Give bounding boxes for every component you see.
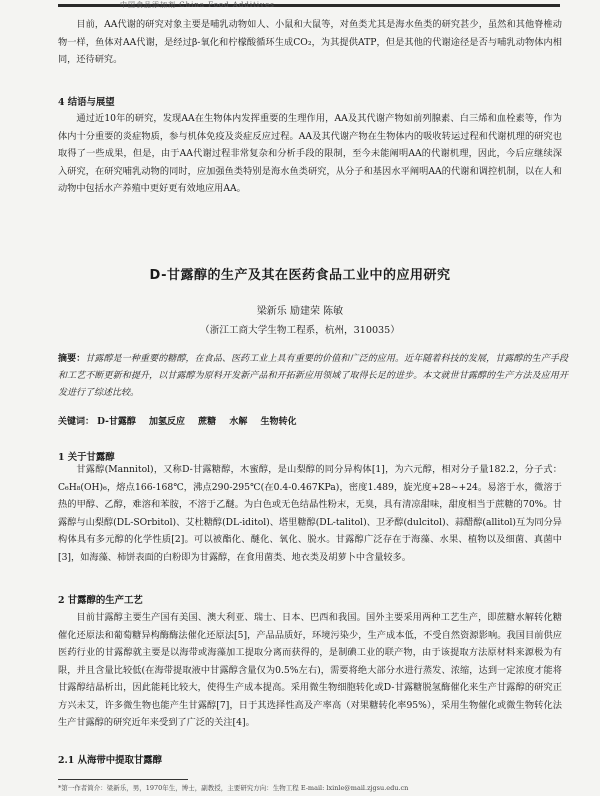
- section-2-text: 目前甘露醇主要生产国有美国、澳大利亚、瑞士、日本、巴西和我国。国外主要采用两种工艺生产，即蔗糖水解转化糖催化还原法和葡萄糖异构酶酶法催化还原法[5]，产品品质好，环境污染少，生产成本低，不受自然资源影响。我国目前供应医药行业的甘露醇就主要是以海带或海藻加工提取分离而获得的，是制碘工业的联产物，由于该提取方法原材料来源极为有限，并且含量比较低(在海带提取液中甘露醇含量仅为0.5%左右)，需要将绝大部分水进行蒸发、浓缩，达到一定浓度才能将甘露醇结晶析出，因此能耗比较大，使得生产成本提高。采用微生物细胞转化或D-甘露糖脱氢酶催化来生产甘露醇的研究正方兴未艾，许多微生物也能产生甘露醇[7]，日于其选择性高及产率高（对果糖转化率95%），采用生物催化或微生物转化法生产甘露醇的研究近年来受到了广泛的关注[4]。: [58, 612, 562, 728]
- abstract: [58, 351, 568, 402]
- keyword: 水解: [229, 417, 248, 427]
- keyword: 蔗糖: [198, 417, 217, 427]
- running-header: 中国食品添加剂 China Food Additives: [120, 1, 275, 9]
- article-authors: 梁新乐 励建荣 陈敏: [256, 306, 344, 317]
- section-4-heading: 4 结语与展望: [58, 97, 115, 108]
- section-1-text: 甘露醇(Mannitol)，又称D-甘露糖醇，木蜜醇，是山梨醇的同分异构体[1]，为六元醇，相对分子量182.2，分子式：C₆H₈(OH)₆，熔点166-168℃，沸点290-295℃(在0.4-0.467KPa)，密度1.489，旋光度+28~+24。易溶于水，微溶于热的甲醇、乙醇，难溶和苯胺，不溶于乙醚。为白色或无色结晶性粉末，无臭，具有清凉甜味，甜度相当于蔗糖的70%。甘露醇与山梨醇(DL-SOrbitol)、艾杜糖醇(DL-iditol)、塔里糖醇(DL-talitol)、卫矛醇(dulcitol)、蒜醋醇(allitol)互为同分异构体具有多元醇的化学性质[2]。可以被酯化、醚化、氧化、脱水。甘露醇广泛存在于海藻、水果、植物以及细菌、真菌中[3]，如海藻、柿饼表面的白粉即为甘露醇，在食用菌类、地衣类及胡萝卜中含量较多。: [58, 464, 562, 563]
- section-1-heading: 1 关于甘露醇: [58, 452, 115, 463]
- keyword: 加氢反应: [149, 417, 186, 427]
- keyword: D-甘露醇: [97, 417, 136, 427]
- intro-paragraph: 目前，AA代谢的研究对象主要是哺乳动物如人、小鼠和大鼠等，对鱼类尤其是海水鱼类的研究甚少，虽然和其他脊椎动物一样，鱼体对AA代谢，是经过β-氧化和柠檬酸循环生成CO₂，为其提供ATP，但是其他的代谢途径是否与哺乳动物体内相同，还待研究。: [58, 19, 562, 65]
- keywords-line: [58, 414, 307, 427]
- keywords-label: 关键词：: [58, 417, 95, 427]
- abstract-text: 甘露醇是一种重要的糖醇，在食品、医药工业上具有重要的价值和广泛的应用。近年随着科技的发展，甘露醇的生产手段和工艺不断更新和提升，以甘露醇为原料开发新产品和开拓新应用领域了取得长足的进步。本文就世甘露醇的生产方法及应用开发进行了综述比较。: [58, 354, 568, 398]
- abstract-label: 摘要：: [58, 354, 86, 364]
- footnote: *第一作者简介：梁新乐，男，1970年生，博士，副教授，主要研究方向：生物工程 E-mail: lxinle@mail.zjgsu.edu.cn: [58, 784, 409, 792]
- section-2-1-heading: 2.1 从海带中提取甘露醇: [58, 755, 162, 766]
- section-4-text: 通过近10年的研究，发现AA在生物体内发挥重要的生理作用，AA及其代谢产物如前列腺素、白三烯和血栓素等，作为体内十分重要的炎症物质，参与机体免疫及炎症反应过程。AA及其代谢产物在生物体内的吸收转运过程和代谢机理的研究也取得了一些成果，但是，由于AA代谢过程非常复杂和分析手段的限制，至今未能阐明AA的代谢机理，因此，今后应继续深入研究，在研究哺乳动物的同时，应加强鱼类特别是海水鱼类研究，从分子和基因水平阐明AA的代谢和调控机制，以在人和动物中包括水产养殖中更好更有效地应用AA。: [58, 113, 562, 194]
- keyword: 生物转化: [260, 417, 297, 427]
- section-2-heading: 2 甘露醇的生产工艺: [58, 595, 143, 606]
- footnote-rule: [58, 779, 188, 780]
- article-title: D-甘露醇的生产及其在医药食品工业中的应用研究: [149, 268, 451, 283]
- article-affiliation: （浙江工商大学生物工程系，杭州，310035）: [200, 325, 400, 336]
